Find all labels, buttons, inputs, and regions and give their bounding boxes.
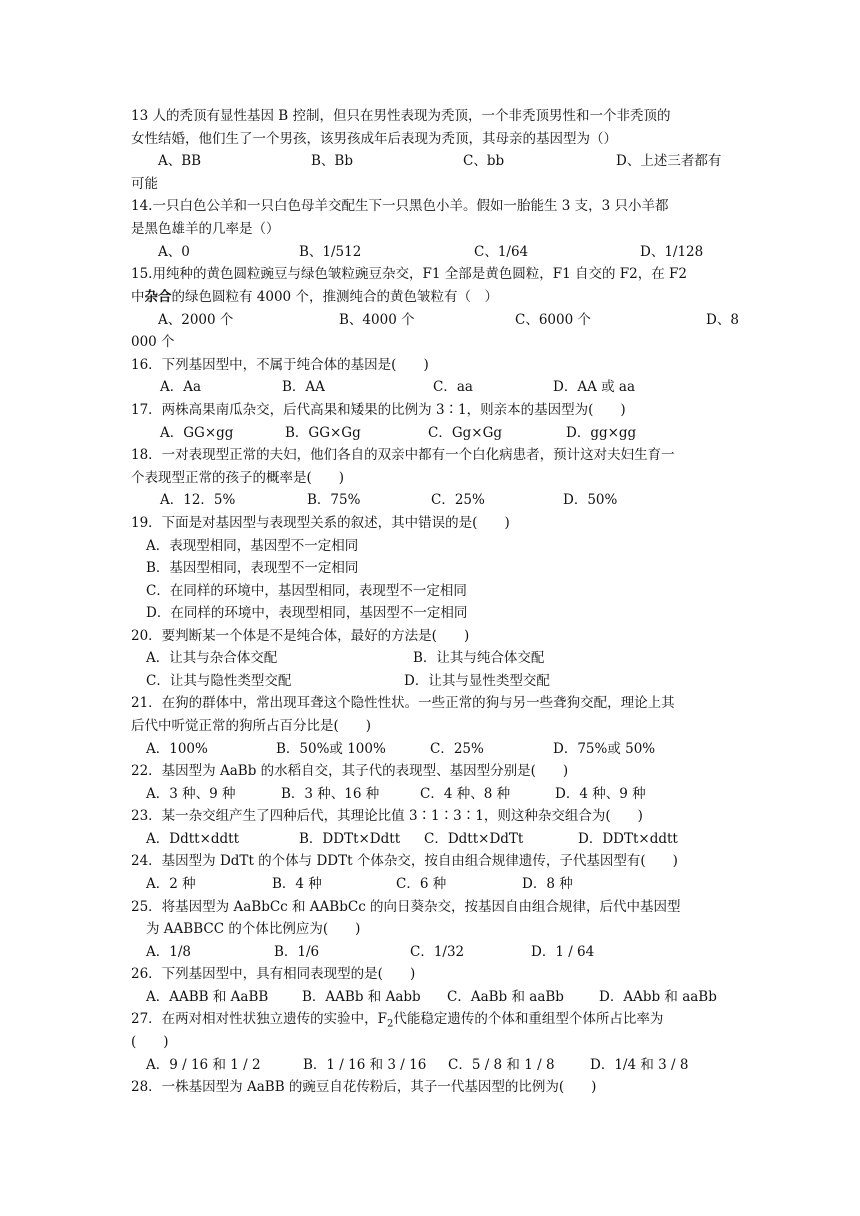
q21-option-d: D．75%或 50% bbox=[553, 741, 656, 757]
q17-option-a: A．GG×gg bbox=[160, 425, 234, 441]
q15-line-3: 000 个 bbox=[131, 334, 175, 350]
q23-option-c: C．Ddtt×DdTt bbox=[424, 831, 524, 847]
q27-line-1-post: 代能稳定遗传的个体和重组型个体所占比率为 bbox=[393, 1011, 664, 1027]
q24-option-c: C．6 种 bbox=[396, 876, 447, 892]
q21-option-c: C．25% bbox=[430, 741, 484, 757]
q23-option-d: D．DDTt×ddtt bbox=[578, 831, 678, 847]
q13-line-1: 13 人的秃顶有显性基因 B 控制，但只在男性表现为秃顶，一个非秃顶男性和一个非秃顶的 bbox=[131, 108, 671, 124]
q26-option-d: D．AAbb 和 aaBb bbox=[599, 989, 717, 1005]
q14-option-b: B、1/512 bbox=[299, 244, 362, 260]
q20-line-1: 20．要判断某一个体是不是纯合体，最好的方法是( ) bbox=[131, 628, 470, 644]
q15-option-c: C、6000 个 bbox=[515, 312, 591, 328]
q26-option-b: B．AABb 和 Aabb bbox=[302, 989, 421, 1005]
q25-option-d: D．1 / 64 bbox=[531, 944, 595, 960]
q22-option-b: B．3 种、16 种 bbox=[281, 786, 380, 802]
q18-option-d: D．50% bbox=[563, 492, 618, 508]
q21-line-1: 21．在狗的群体中，常出现耳聋这个隐性性状。一些正常的狗与另一些聋狗交配，理论上其 bbox=[131, 695, 675, 711]
q18-option-a: A．12．5% bbox=[160, 492, 236, 508]
q21-option-a: A．100% bbox=[146, 741, 208, 757]
q27-line-2: ( ) bbox=[131, 1034, 169, 1050]
q15-bold-term: 杂合 bbox=[144, 289, 172, 305]
q20-option-b: B．让其与纯合体交配 bbox=[413, 650, 545, 666]
q13-option-a: A、BB bbox=[158, 153, 202, 169]
q25-option-b: B．1/6 bbox=[274, 944, 320, 960]
q27-line-1-pre: 27．在两对相对性状独立遗传的实验中，F bbox=[131, 1011, 388, 1027]
q27-option-c: C．5 / 8 和 1 / 8 bbox=[448, 1057, 555, 1073]
q27-option-a: A．9 / 16 和 1 / 2 bbox=[146, 1057, 261, 1073]
q20-option-d: D．让其与显性类型交配 bbox=[404, 673, 550, 689]
q15-option-d: D、8 bbox=[706, 312, 739, 328]
q26-option-c: C．AaBb 和 aaBb bbox=[447, 989, 564, 1005]
q16-option-c: C．aa bbox=[433, 379, 473, 395]
q16-line-1: 16．下列基因型中，不属于纯合体的基因是( ) bbox=[131, 357, 429, 373]
q13-option-d: D、上述三者都有 bbox=[616, 153, 722, 169]
q25-line-2: 为 AABBCC 的个体比例应为( ) bbox=[146, 921, 361, 937]
q18-option-c: C．25% bbox=[431, 492, 485, 508]
q14-option-c: C、1/64 bbox=[474, 244, 529, 260]
q27-option-b: B．1 / 16 和 3 / 16 bbox=[303, 1057, 427, 1073]
q27-subscript: 2 bbox=[387, 1018, 394, 1030]
q24-option-a: A．2 种 bbox=[146, 876, 196, 892]
q22-option-a: A．3 种、9 种 bbox=[146, 786, 236, 802]
q13-option-b: B、Bb bbox=[311, 153, 353, 169]
q15-line-2-pre: 中 bbox=[131, 289, 145, 305]
q23-option-a: A．Ddtt×ddtt bbox=[146, 831, 240, 847]
q24-option-b: B．4 种 bbox=[272, 876, 322, 892]
q17-option-b: B．GG×Gg bbox=[285, 425, 361, 441]
q18-option-b: B．75% bbox=[307, 492, 361, 508]
q17-line-1: 17．两株高果南瓜杂交，后代高果和矮果的比例为 3∶1，则亲本的基因型为( ) bbox=[131, 402, 626, 418]
q19-option-d: D．在同样的环境中，表现型相同，基因型不一定相同 bbox=[146, 605, 468, 621]
q28-line-1: 28．一株基因型为 AaBB 的豌豆自花传粉后，其子一代基因型的比例为( ) bbox=[131, 1079, 597, 1095]
q22-option-c: C．4 种、8 种 bbox=[420, 786, 511, 802]
q13-option-c: C、bb bbox=[463, 153, 505, 169]
q18-line-2: 个表现型正常的孩子的概率是( ) bbox=[131, 470, 345, 486]
q22-option-d: D．4 种、9 种 bbox=[555, 786, 646, 802]
q19-option-a: A．表现型相同，基因型不一定相同 bbox=[146, 538, 359, 554]
q19-option-c: C．在同样的环境中，基因型相同，表现型不一定相同 bbox=[146, 583, 467, 599]
q15-line-1: 15.用纯种的黄色圆粒豌豆与绿色皱粒豌豆杂交，F1 全部是黄色圆粒，F1 自交的 F2，在 F2 bbox=[131, 266, 687, 282]
q19-option-b: B．基因型相同，表现型不一定相同 bbox=[146, 560, 359, 576]
q25-option-a: A．1/8 bbox=[146, 944, 191, 960]
q26-line-1: 26．下列基因型中，具有相同表现型的是( ) bbox=[131, 966, 416, 982]
q18-line-1: 18．一对表现型正常的夫妇，他们各自的双亲中都有一个白化病患者，预计这对夫妇生育一 bbox=[131, 447, 675, 463]
q25-line-1: 25．将基因型为 AaBbCc 和 AABbCc 的向日葵杂交，按基因自由组合规律，后代中基因型 bbox=[131, 899, 681, 915]
q16-option-b: B．AA bbox=[282, 379, 325, 395]
q17-option-d: D．gg×gg bbox=[566, 425, 637, 441]
q25-option-c: C．1/32 bbox=[410, 944, 465, 960]
q14-line-2: 是黑色雄羊的几率是（） bbox=[131, 221, 280, 237]
q17-option-c: C．Gg×Gg bbox=[428, 425, 502, 441]
q27-line-1 bbox=[131, 1008, 663, 1036]
q15-line-2-post: 的绿色圆粒有 4000 个，推测纯合的黄色皱粒有（ ） bbox=[171, 289, 498, 305]
q15-option-b: B、4000 个 bbox=[339, 312, 415, 328]
q16-option-d: D．AA 或 aa bbox=[553, 379, 636, 395]
q15-option-a: A、2000 个 bbox=[158, 312, 234, 328]
q21-option-b: B．50%或 100% bbox=[276, 741, 386, 757]
q23-line-1: 23．某一杂交组产生了四种后代，其理论比值 3∶1∶3∶1，则这种杂交组合为( ) bbox=[131, 808, 643, 824]
q20-option-a: A．让其与杂合体交配 bbox=[146, 650, 278, 666]
q26-option-a: A．AABB 和 AaBB bbox=[146, 989, 269, 1005]
q21-line-2: 后代中听觉正常的狗所占百分比是( ) bbox=[131, 718, 372, 734]
q20-option-c: C．让其与隐性类型交配 bbox=[146, 673, 292, 689]
q27-option-d: D．1/4 和 3 / 8 bbox=[590, 1057, 689, 1073]
q16-option-a: A．Aa bbox=[160, 379, 202, 395]
q24-line-1: 24．基因型为 DdTt 的个体与 DDTt 个体杂交，按自由组合规律遗传，子代基因型有( ) bbox=[131, 853, 678, 869]
q22-line-1: 22．基因型为 AaBb 的水稻自交，其子代的表现型、基因型分别是( ) bbox=[131, 763, 569, 779]
q19-line-1: 19．下面是对基因型与表现型关系的叙述，其中错误的是( ) bbox=[131, 515, 510, 531]
q13-line-3: 可能 bbox=[131, 176, 158, 192]
q14-line-1: 14.一只白色公羊和一只白色母羊交配生下一只黑色小羊。假如一胎能生 3 支，3 只小羊都 bbox=[131, 198, 669, 214]
q14-option-d: D、1/128 bbox=[640, 244, 704, 260]
q14-option-a: A、0 bbox=[158, 244, 190, 260]
q13-line-2: 女性结婚，他们生了一个男孩，该男孩成年后表现为秃顶，其母亲的基因型为（） bbox=[131, 131, 617, 147]
q15-line-2 bbox=[131, 286, 498, 308]
q24-option-d: D．8 种 bbox=[522, 876, 573, 892]
q23-option-b: B．DDTt×Ddtt bbox=[299, 831, 401, 847]
